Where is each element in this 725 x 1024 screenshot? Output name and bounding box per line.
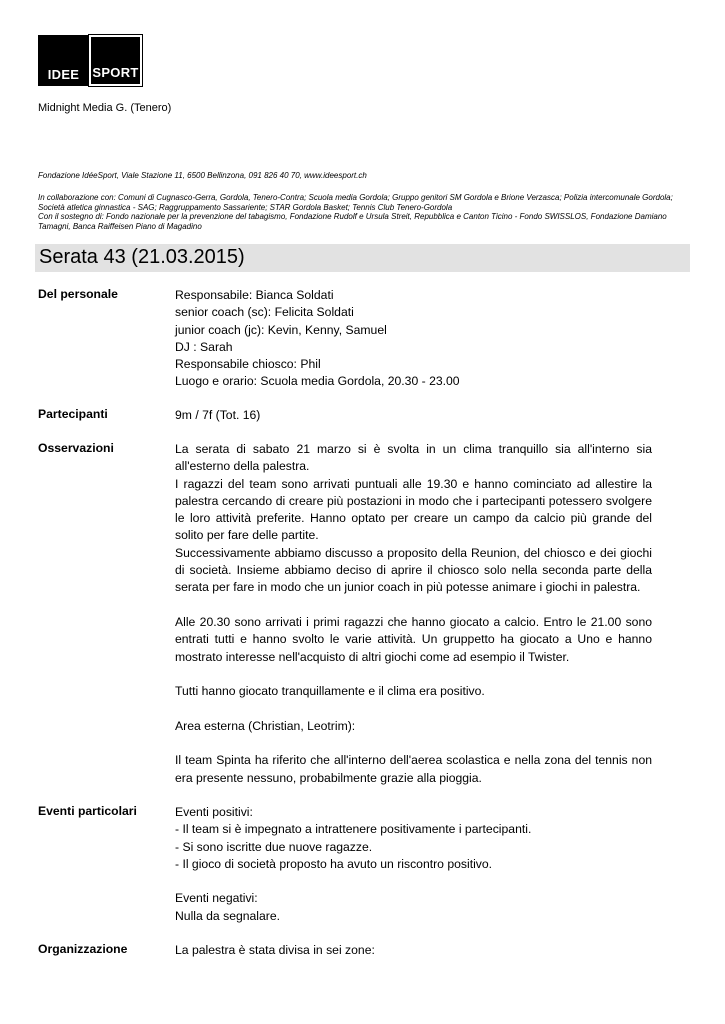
staff-line: Luogo e orario: Scuola media Gordola, 20.30 - 23.00 [175, 374, 460, 389]
title-bar [35, 244, 690, 272]
positive-events-title: Eventi positivi: [175, 805, 253, 819]
section-content [175, 407, 652, 424]
section-content [175, 441, 652, 787]
observation-paragraph: Area esterna (Christian, Leotrim): [175, 718, 356, 733]
report-subtitle: Midnight Media G. (Tenero) [38, 102, 172, 114]
section-label: Eventi particolari [38, 804, 137, 818]
staff-line: junior coach (jc): Kevin, Kenny, Samuel [175, 322, 387, 337]
section-content [175, 804, 652, 925]
section-label: Osservazioni [38, 441, 114, 455]
observation-paragraph: Il team Spinta ha riferito che all'interno dell'aerea scolastica e nella zona del tennis non era presente nessuno, probabilmente grazie alla pioggia. [175, 753, 652, 785]
observation-paragraph: I ragazzi del team sono arrivati puntuali alle 19.30 e hanno cominciato ad allestire la palestra cercando di creare più postazioni in modo che i partecipanti potessero svolgere le loro attività preferite. Hanno optato per creare un campo da calcio più grande del solito per fare delle partite. [175, 476, 652, 543]
participants-count: 9m / 7f (Tot. 16) [175, 408, 261, 422]
section-label: Organizzazione [38, 942, 128, 956]
staff-line: DJ : Sarah [175, 339, 233, 354]
negative-events-title: Eventi negativi: [175, 891, 258, 906]
collaboration-text: In collaborazione con: Comuni di Cugnasco-Gerra, Gordola, Tenero-Contra; Scuola media Gordola; Gruppo genitori SM Gordola e Brione Verzasca; Polizia intercomunale Gordola; Società atletica ginnastica - SAG; Raggruppamento Sassariente; STAR Gordola Basket; Tennis Club Tenero-Gordola [38, 193, 673, 212]
foundation-address: Fondazione IdéeSport, Viale Stazione 11, 6500 Bellinzona, 091 826 40 70, www.ideesport.ch [38, 171, 367, 180]
organization-text: La palestra è stata divisa in sei zone: [175, 943, 375, 957]
support-text: Con il sostegno di: Fondo nazionale per la prevenzione del tabagismo, Fondazione Rudolf e Ursula Streit, Repubblica e Canton Ticino - Fondo SWISSLOS, Fondazione Damiano Tamagni, Banca Raiffeisen Piano di Magadino [38, 212, 667, 231]
section-label: Del personale [38, 287, 118, 301]
partners-block [38, 193, 690, 231]
ideesport-logo [38, 35, 142, 86]
observation-paragraph: Tutti hanno giocato tranquillamente e il clima era positivo. [175, 684, 485, 699]
section-content [175, 942, 652, 959]
list-item: - Si sono iscritte due nuove ragazze. [175, 839, 373, 854]
staff-line: Responsabile: Bianca Soldati [175, 288, 334, 302]
list-item: - Il team si è impegnato a intrattenere positivamente i partecipanti. [175, 822, 532, 837]
section-content [175, 287, 652, 391]
staff-line: senior coach (sc): Felicita Soldati [175, 305, 354, 320]
observation-paragraph: Alle 20.30 sono arrivati i primi ragazzi che hanno giocato a calcio. Entro le 21.00 sono entrati tutti e hanno svolto le varie attività. Un gruppetto ha giocato a Uno e hanno mostrato interesse nell'acquisto di altri giochi come ad esempio il Twister. [175, 614, 652, 664]
logo-idee-block: IDEE [38, 35, 89, 86]
list-item: - Il gioco di società proposto ha avuto un riscontro positivo. [175, 856, 493, 871]
observation-paragraph: La serata di sabato 21 marzo si è svolta in un clima tranquillo sia all'interno sia all'esterno della palestra. [175, 442, 652, 474]
section-label: Partecipanti [38, 407, 108, 421]
logo-sport-block: SPORT [89, 35, 142, 86]
page-title: Serata 43 (21.03.2015) [39, 246, 245, 268]
observation-paragraph: Successivamente abbiamo discusso a proposito della Reunion, del chiosco e dei giochi di società. Insieme abbiamo deciso di aprire il chiosco solo nella seconda parte della serata per fare in modo che un junior coach in più potesse animare i giochi in palestra. [175, 545, 652, 595]
staff-line: Responsabile chiosco: Phil [175, 357, 321, 372]
negative-events-value: Nulla da segnalare. [175, 908, 281, 923]
